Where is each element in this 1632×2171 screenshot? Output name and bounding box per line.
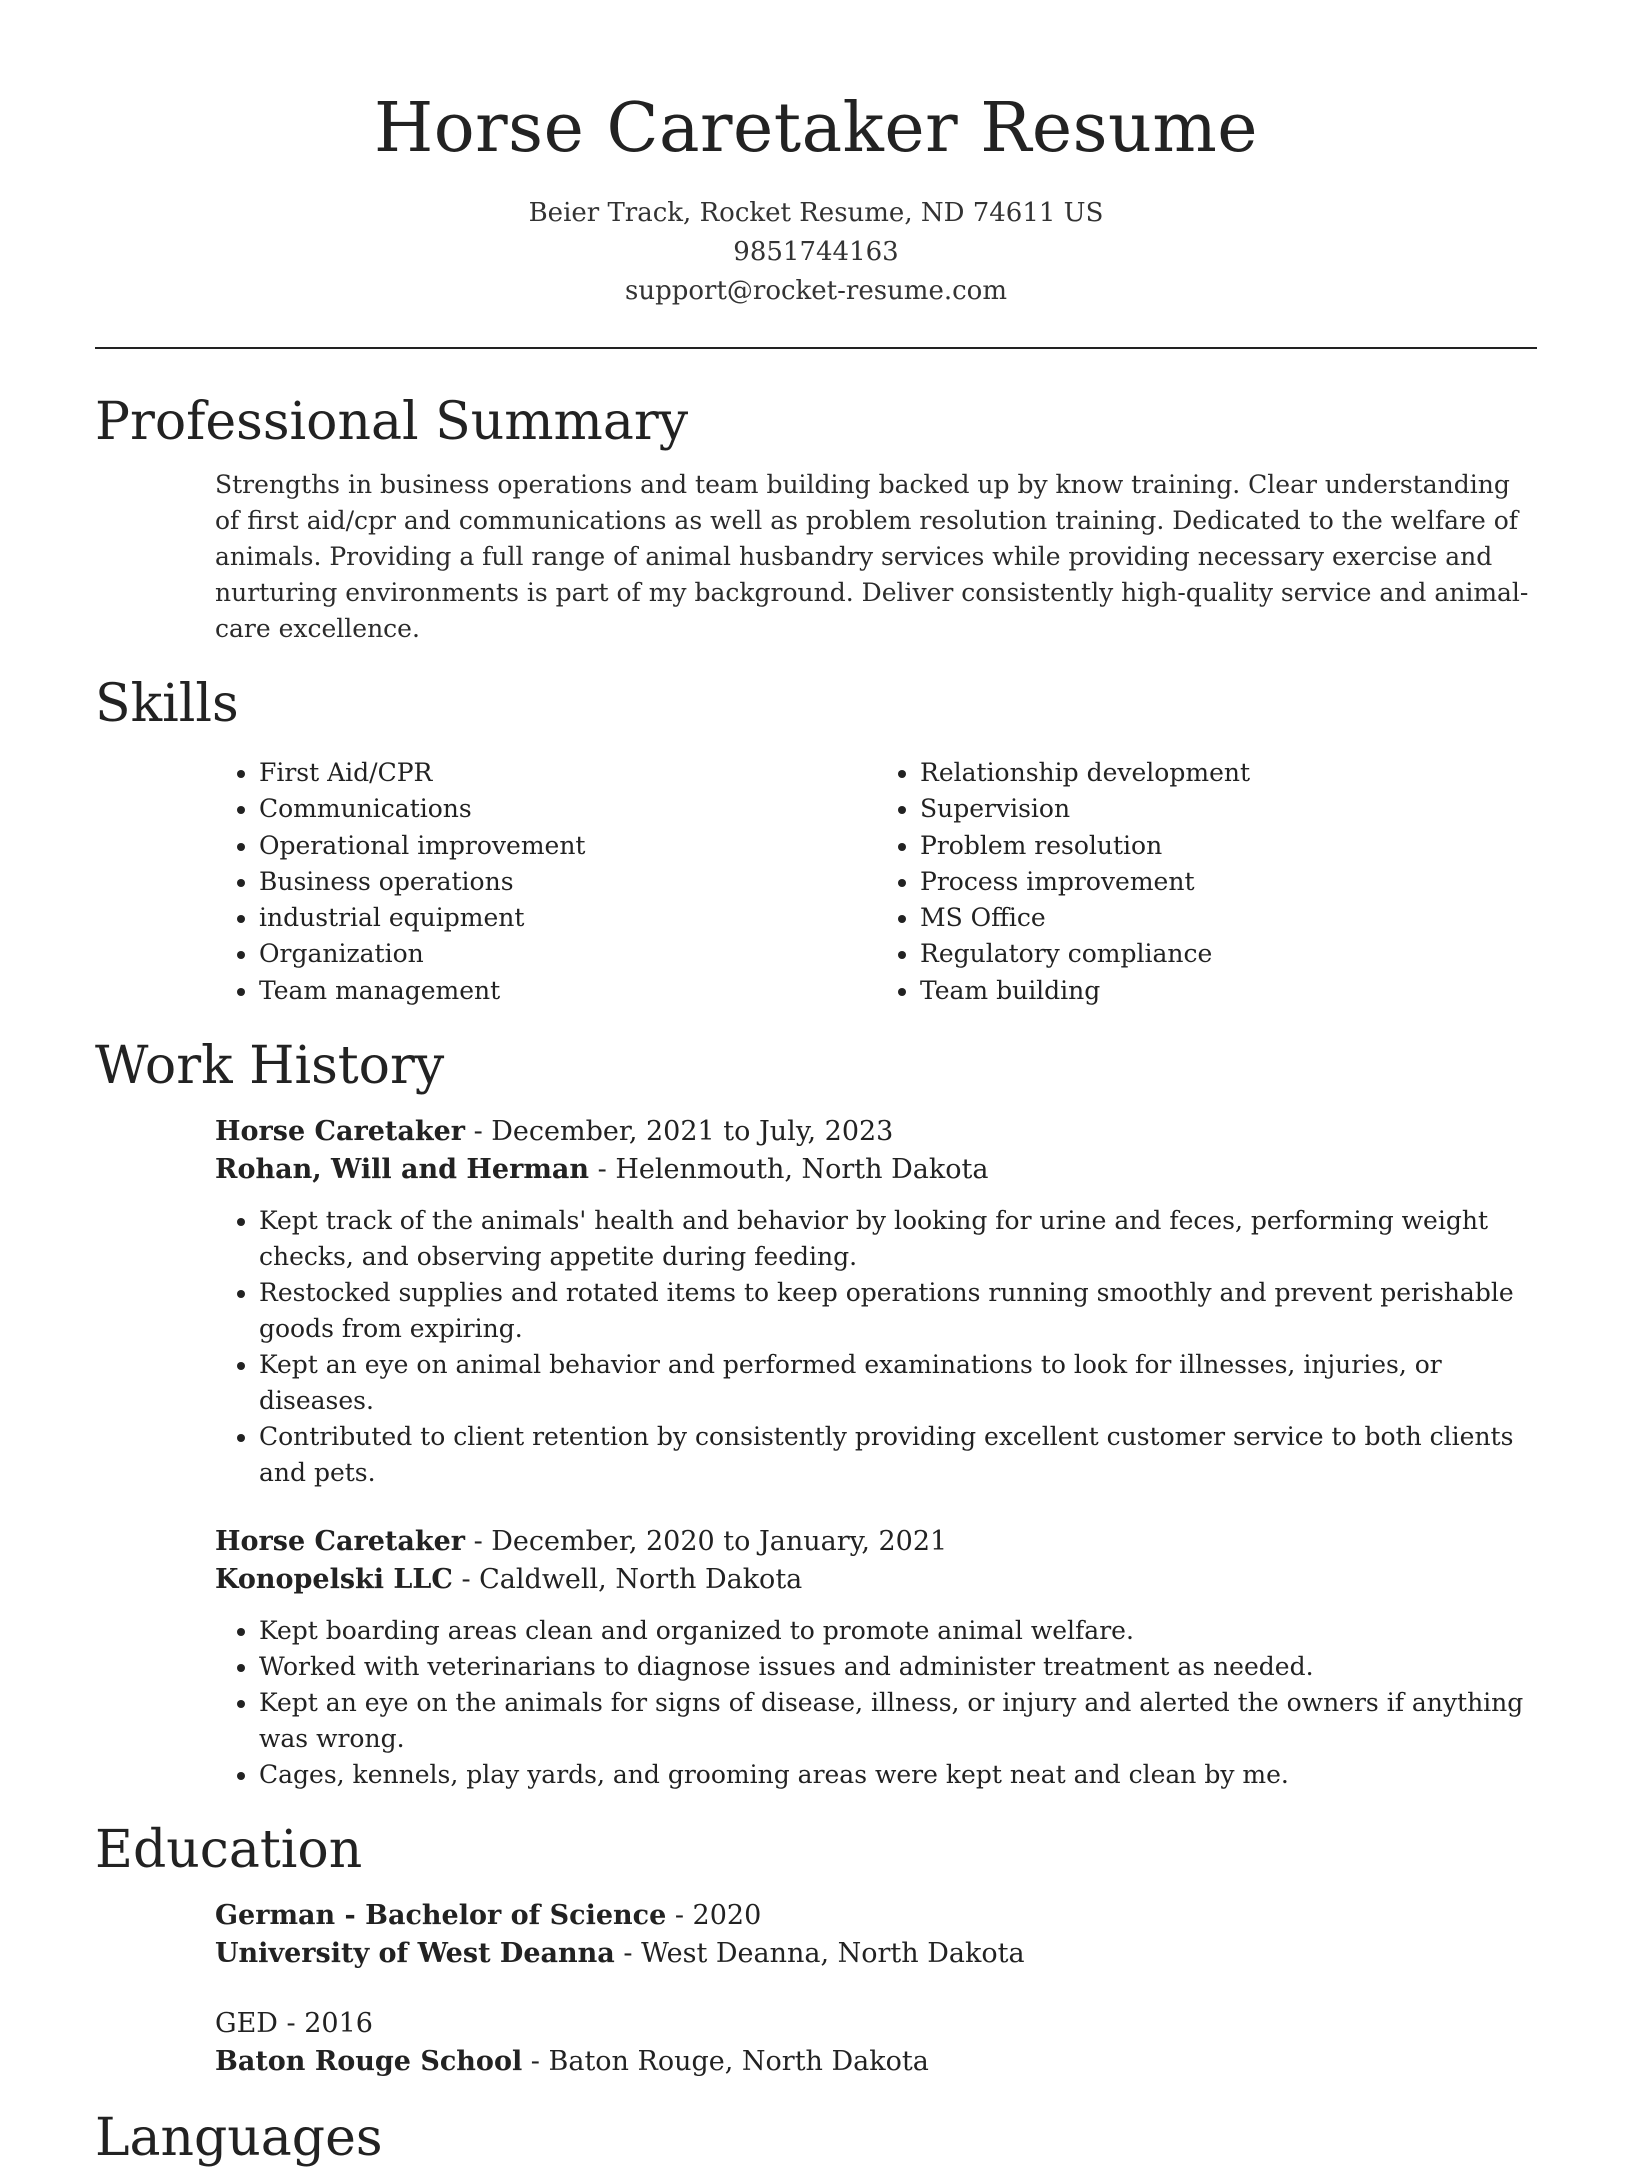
skill-item: • industrial equipment [259,900,876,936]
skill-item: • Organization [259,936,876,972]
summary-heading: Professional Summary [95,392,689,452]
job-bullets [215,1203,1537,1491]
job-bullet: • Kept an eye on the animals for signs of disease, illness, or injury and alerted the owners if anything was wrong. [259,1685,1537,1757]
skill-item: • Business operations [259,864,876,900]
education-heading: Education [95,1820,363,1881]
job-entry [215,1523,1537,1793]
skill-item: • Team management [259,973,876,1009]
skill-item: • Operational improvement [259,828,876,864]
job-bullet: • Cages, kennels, play yards, and grooming areas were kept neat and clean by me. [259,1757,1537,1793]
email: support@rocket-resume.com [624,276,1007,306]
skill-item: • MS Office [920,900,1537,936]
skills-list-right [876,755,1537,1009]
skills-section [95,671,1537,1009]
degree-line [215,2005,1537,2043]
skill-item: • Relationship development [920,755,1537,791]
skills-heading: Skills [95,674,239,734]
phone: 9851744163 [733,237,899,267]
school-location: - Baton Rouge, North Dakota [522,2046,929,2078]
job-company-line [215,1151,1537,1189]
skills-list-left [215,755,876,1009]
work-history-heading: Work History [95,1036,445,1097]
education-section [95,1817,1537,2081]
degree: German - Bachelor of Science [215,1900,667,1932]
job-bullet: • Restocked supplies and rotated items to keep operations running smoothly and prevent perishable goods from expiring. [259,1275,1537,1347]
skill-item: • First Aid/CPR [259,755,876,791]
summary-text: Strengths in business operations and team building backed up by know training. Clear understanding of first aid/cpr and communications as well as problem resolution training. Dedicated to the welfare of animals. Providing a full range of animal husbandry services while providing necessary exercise and nurturing environments is part of my background. Deliver consistently high-quality service and animal-care excellence. [215,470,1529,643]
skill-item: • Supervision [920,791,1537,827]
job-bullet: • Kept boarding areas clean and organized to promote animal welfare. [259,1613,1537,1649]
header-divider [95,347,1537,349]
skill-item: • Team building [920,973,1537,1009]
degree-line [215,1897,1537,1935]
job-location: - Helenmouth, North Dakota [589,1154,989,1186]
job-company-line [215,1561,1537,1599]
graduation-year: - 2020 [666,1900,762,1932]
work-history-section [95,1033,1537,1793]
resume-header [95,0,1537,311]
job-role: Horse Caretaker [215,1116,465,1148]
education-entry [215,2005,1537,2081]
school-location: - West Deanna, North Dakota [614,1938,1025,1970]
job-role: Horse Caretaker [215,1526,465,1558]
skill-item: • Communications [259,791,876,827]
job-location: - Caldwell, North Dakota [452,1564,803,1596]
job-title-line [215,1113,1537,1151]
school-line [215,2043,1537,2081]
contact-block [95,194,1537,311]
job-bullet: • Kept track of the animals' health and behavior by looking for urine and feces, performing weight checks, and observing appetite during feeding. [259,1203,1537,1275]
job-company: Konopelski LLC [215,1564,453,1596]
job-title-line [215,1523,1537,1561]
graduation-year: - 2016 [277,2008,373,2040]
languages-heading: Languages [95,2108,383,2169]
summary-section [95,389,1537,647]
degree: GED [215,2008,278,2040]
education-entry [215,1897,1537,1973]
job-entry [215,1113,1537,1491]
languages-section [95,2105,1537,2171]
skill-item: • Problem resolution [920,828,1537,864]
job-bullets [215,1613,1537,1793]
school: Baton Rouge School [215,2046,523,2078]
school: University of West Deanna [215,1938,615,1970]
job-company: Rohan, Will and Herman [215,1154,590,1186]
job-bullet: • Contributed to client retention by consistently providing excellent customer service to both clients and pets. [259,1419,1537,1491]
job-dates: - December, 2020 to January, 2021 [465,1526,948,1558]
job-bullet: • Kept an eye on animal behavior and performed examinations to look for illnesses, injuries, or diseases. [259,1347,1537,1419]
job-bullet: • Worked with veterinarians to diagnose issues and administer treatment as needed. [259,1649,1537,1685]
skills-columns [215,755,1537,1009]
address: Beier Track, Rocket Resume, ND 74611 US [528,198,1104,228]
school-line [215,1935,1537,1973]
skill-item: • Process improvement [920,864,1537,900]
job-dates: - December, 2021 to July, 2023 [465,1116,894,1148]
resume-title: Horse Caretaker Resume [373,89,1259,168]
skill-item: • Regulatory compliance [920,936,1537,972]
